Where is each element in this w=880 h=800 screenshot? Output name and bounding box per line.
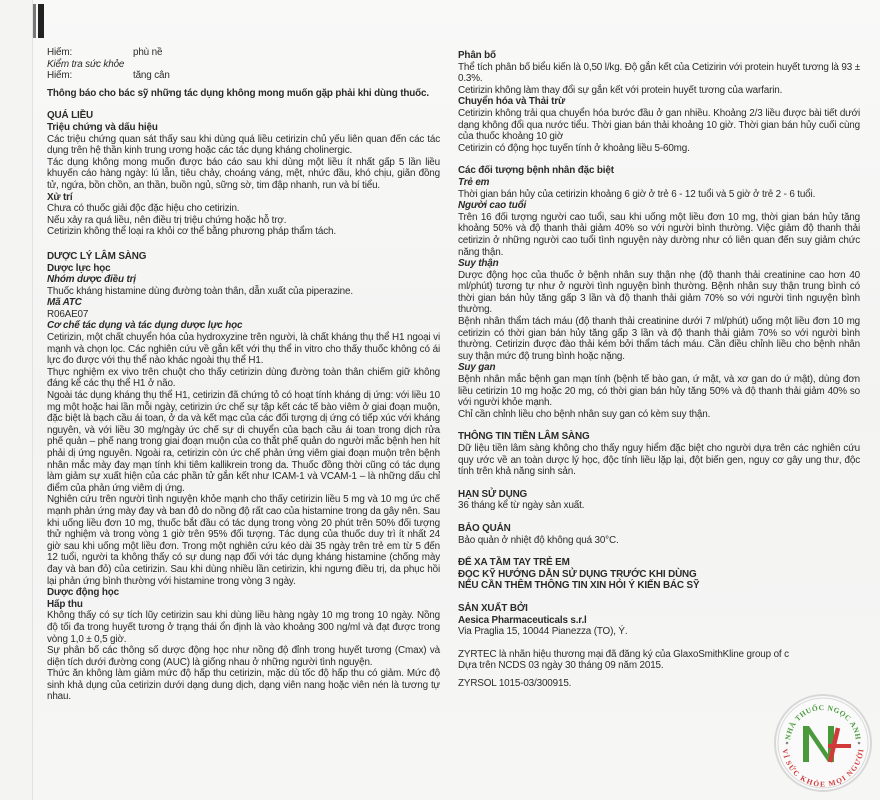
- right-column: [458, 50, 860, 690]
- subsection-title: Các đối tượng bệnh nhân đặc biệt: [458, 165, 614, 177]
- section-title-manufacturer: SẢN XUẤT BỞI: [458, 602, 528, 614]
- effect-value: phù nề: [133, 47, 163, 58]
- subheading: Suy gan: [458, 362, 496, 374]
- document-code: ZYRSOL 1015-03/300915.: [458, 677, 572, 689]
- warning-line: NẾU CẦN THÊM THÔNG TIN XIN HỎI Ý KIẾN BÁC SỸ: [458, 580, 700, 592]
- side-effect-row: [47, 70, 440, 82]
- subheading: Trẻ em: [458, 176, 490, 188]
- frequency-label: Hiếm:: [47, 70, 73, 82]
- ncds-note: Dựa trên NCDS 03 ngày 30 tháng 09 năm 2015.: [458, 660, 664, 672]
- subheading: Suy thận: [458, 258, 499, 270]
- subheading: Nhóm dược điều trị: [47, 274, 136, 286]
- paragraph: Cetirizin không thể loại ra khỏi cơ thể bằng phương pháp thẩm tách.: [47, 226, 336, 238]
- paragraph: 36 tháng kể từ ngày sản xuất.: [458, 500, 585, 512]
- section-title-preclinical: THÔNG TIN TIỀN LÂM SÀNG: [458, 431, 590, 443]
- manufacturer-name: Aesica Pharmaceuticals s.r.l: [458, 614, 587, 626]
- paragraph: Cetirizin không trải qua chuyển hóa bước đầu ở gan nhiều. Khoảng 2/3 liều được bài tiết dưới dạng không đổi qua nước tiểu. Thời gian bán thải khoảng 10 giờ. Thời gian bán hủy cuối cùng của thuốc khoảng 10 giờ: [458, 107, 860, 143]
- atc-code: R06AE07: [47, 308, 89, 320]
- paragraph: Trên 16 đối tượng người cao tuổi, sau khi uống một liều đơn 10 mg, thời gian bán hủy tăng khoảng 50% và độ thanh thải giảm 40% so với người bình thường. Việc giảm độ thanh thải cetirizin ở những người cao tuổi tình nguyện này dường như có liên quan đến suy giảm chức năng thận.: [458, 211, 860, 258]
- doctor-notice: Thông báo cho bác sỹ những tác dụng không mong muốn gặp phải khi dùng thuốc.: [47, 87, 429, 99]
- paragraph: Không thấy có sự tích lũy cetirizin sau khi dùng liều hàng ngày 10 mg trong 10 ngày. Nồng độ tối đa trong huyết tương ở trạng thái ổn định là vào khoảng 300 ng/ml và đạt được trong vòng 1,0 ± 0,5 giờ.: [47, 610, 440, 645]
- subsection-title: Dược động học: [47, 587, 120, 599]
- paragraph: Các triệu chứng quan sát thấy sau khi dùng quá liều cetirizin chủ yếu liên quan đến các tác dụng trên hệ thần kinh trung ương hoặc các tác dụng kháng cholinergic.: [47, 133, 440, 157]
- paragraph: Bệnh nhân thẩm tách máu (độ thanh thải creatinine dưới 7 ml/phút) uống một liều đơn 10 mg cetirizin có thời gian bán hủy tăng gấp 3 lần và độ thanh thải giảm 70% so với người bình thường. Cetirizin được đào thải kém bởi thẩm tách máu. Cần điều chỉnh liều cho bệnh nhân suy thận mức độ trung bình hoặc nặng.: [458, 316, 860, 362]
- pharmacy-logo-icon: [776, 696, 870, 790]
- margin-marker: [33, 4, 36, 38]
- section-title-overdose: QUÁ LIỀU: [47, 110, 93, 122]
- paragraph: Bệnh nhân mắc bệnh gan mạn tính (bệnh tế bào gan, ứ mật, và xơ gan do ứ mật), dùng đơn liều cetirizin 10 mg hoặc 20 mg, có thời gian bán hủy tăng 50% và độ thanh thải giảm 40% so với người khỏe mạnh.: [458, 374, 860, 409]
- paragraph: Thời gian bán hủy của cetirizin khoảng 6 giờ ở trẻ 6 - 12 tuổi và 5 giờ ở trẻ 2 - 6 tuổi.: [458, 188, 816, 200]
- subsection-title: Triệu chứng và dấu hiệu: [47, 121, 158, 133]
- svg-text:VÌ SỨC KHỎE MỌI NGƯỜI: VÌ SỨC KHỎE MỌI NGƯỜI: [780, 748, 866, 789]
- section-title-shelf-life: HẠN SỬ DỤNG: [458, 488, 528, 500]
- svg-text:NHÀ THUỐC NGỌC ANH: NHÀ THUỐC NGỌC ANH: [783, 702, 863, 741]
- category-label: Kiểm tra sức khỏe: [47, 58, 125, 70]
- frequency-label: Hiếm:: [47, 47, 73, 58]
- side-effect-row: [47, 47, 440, 59]
- paragraph: Nếu xảy ra quá liều, nên điều trị triệu chứng hoặc hỗ trợ.: [47, 214, 287, 226]
- paragraph: Chưa có thuốc giải độc đặc hiệu cho cetirizin.: [47, 203, 240, 215]
- paragraph: Ngoài tác dụng kháng thụ thể H1, cetirizin đã chứng tỏ có hoạt tính kháng dị ứng: với liều 10 mg một hoặc hai lần mỗi ngày, cetirizin ức chế sự tập kết các tế bào viêm ở giai đoạn muộn, đặc biệt là bạch cầu ái toan, ở da và kết mạc của các đối tượng dị ứng có tiếp xúc với kháng nguyên, và với liều 30 mg/ngày ức chế sự di chuyển của bạch cầu ái toan trong dịch rửa phế quản – phế nang trong giai đoạn muộn của co thắt phế quản do người mắc bệnh hen hít phải dị ứng nguyên. Ngoài ra, cetirizin còn ức chế phản ứng viêm giai đoạn muộn trên bệnh nhân mắc mày đay mạn tính khi tiêm kallikrein trong da. Thuốc đồng thời cũng có tác dụng làm giảm sự xuất hiện của các phần tử gắn kết như ICAM-1 và VCAM-1 – là những dấu chỉ điểm của phản ứng viêm dị ứng.: [47, 390, 440, 494]
- paragraph: Cetirizin có động học tuyến tính ở khoảng liều 5-60mg.: [458, 142, 690, 154]
- paragraph: Dược động học của thuốc ở bệnh nhân suy thận nhẹ (độ thanh thải creatinine cao hơn 40 ml/phút) tương tự như ở người tình nguyện bình thường. Bệnh nhân suy thận trung bình có thời gian bán hủy tăng gấp 3 lần và độ thanh thải giảm 70% so với người tình nguyện bình thường.: [458, 269, 860, 316]
- subsection-title: Chuyển hóa và Thải trừ: [458, 96, 566, 108]
- subsection-title: Xử trí: [47, 191, 73, 203]
- paragraph: Dữ liệu tiền lâm sàng không cho thấy nguy hiểm đặc biệt cho người dựa trên các nghiên cứu quy ước về an toàn dược lý học, độc tính liều lặp lại, đột biến gen, nguy cơ gây ung thư, độc tính trên khả năng sinh sản.: [458, 443, 860, 478]
- subheading: Mã ATC: [47, 297, 82, 309]
- subheading: Người cao tuổi: [458, 200, 527, 212]
- section-title-storage: BẢO QUẢN: [458, 522, 511, 534]
- trademark-note: ZYRTEC là nhãn hiệu thương mại đã đăng ký của GlaxoSmithKline group of c: [458, 648, 789, 660]
- pharmacy-watermark-logo: [774, 694, 872, 792]
- paragraph: Cetirizin, một chất chuyển hóa của hydroxyzine trên người, là chất kháng thụ thể H1 ngoại vi mạnh và chọn lọc. Các nghiên cứu về gắn kết với thụ thể in vitro cho thấy thuốc không có ái lực đo được với thụ thể nào khác ngoài thụ thể H1.: [47, 332, 440, 367]
- effect-value: tăng cân: [133, 70, 170, 82]
- paragraph: Cetirizin không làm thay đổi sự gắn kết với protein huyết tương của warfarin.: [458, 84, 783, 96]
- paragraph: Nghiên cứu trên người tình nguyện khỏe mạnh cho thấy cetirizin liều 5 mg và 10 mg ức chế mạnh phản ứng mày đay và ban đỏ do nồng độ rất cao của histamine trong da gây nên. Sau khi uống liều đơn 10 mg, thuốc bắt đầu có tác dụng trong vòng 20 phút trên 50% đối tượng thử nghiệm và trong vòng 1 giờ trên 95% đối tượng. Tác dụng của thuốc duy trì ít nhất 24 giờ sau khi uống một liều đơn. Trong một nghiên cứu kéo dài 35 ngày trên trẻ em từ 5 đến 12 tuổi, người ta không thấy có sự dung nạp đối với tác dụng kháng histamine (chống mày đay và ban đỏ) của cetirizin. Sau khi dùng nhiều lần cetirizin, khi ngưng điều trị, da phục hồi lại phản ứng bình thường với histamine trong vòng 3 ngày.: [47, 494, 440, 587]
- margin-marker-bold: [38, 4, 44, 38]
- paragraph: Tác dụng không mong muốn được báo cáo sau khi dùng một liều ít nhất gấp 5 lần liều khuyến cáo hàng ngày: lú lẫn, tiêu chảy, choáng váng, mệt, nhức đầu, khó chịu, giãn đồng tử, ngứa, bồn chồn, an thần, buồn ngủ, sững sờ, tim đập nhanh, run và bí tiểu.: [47, 156, 440, 191]
- section-title-pharmacology: DƯỢC LÝ LÂM SÀNG: [47, 250, 147, 262]
- paragraph: Thực nghiệm ex vivo trên chuột cho thấy cetirizin dùng đường toàn thân chiếm giữ không đáng kể các thụ thể H1 ở não.: [47, 366, 440, 390]
- warning-line: ĐỂ XA TẦM TAY TRẺ EM: [458, 557, 570, 569]
- left-column: [47, 47, 440, 703]
- subheading: Cơ chế tác dụng và tác dụng dược lực học: [47, 320, 243, 332]
- paragraph: Thức ăn không làm giảm mức độ hấp thu cetirizin, mặc dù tốc độ hấp thu có giảm. Mức độ sinh khả dụng của cetirizin dưới dạng dung dịch, dạng viên nang hoặc viên nén là tương tự nhau.: [47, 668, 440, 703]
- warning-line: ĐỌC KỸ HƯỚNG DẪN SỬ DỤNG TRƯỚC KHI DÙNG: [458, 568, 697, 580]
- manufacturer-address: Via Praglia 15, 10044 Pianezza (TO), Ý.: [458, 626, 628, 638]
- subsection-title: Dược lực học: [47, 262, 111, 274]
- subsection-title: Hấp thu: [47, 598, 83, 610]
- subsection-title: Phân bố: [458, 50, 496, 61]
- paragraph: Chỉ cần chỉnh liều cho bệnh nhân suy gan có kèm suy thận.: [458, 408, 711, 420]
- paragraph: Sự phân bố các thông số dược động học như nồng độ đỉnh trong huyết tương (Cmax) và diện tích dưới đường cong (AUC) là giống nhau ở những người tình nguyện.: [47, 645, 440, 668]
- paragraph: Bảo quản ở nhiệt độ không quá 30°C.: [458, 534, 619, 546]
- paragraph: Thuốc kháng histamine dùng đường toàn thân, dẫn xuất của piperazine.: [47, 285, 353, 297]
- paragraph: Thể tích phân bố biểu kiến là 0,50 l/kg. Độ gắn kết của Cetizirin với protein huyết tương là 93 ± 0.3%.: [458, 61, 860, 85]
